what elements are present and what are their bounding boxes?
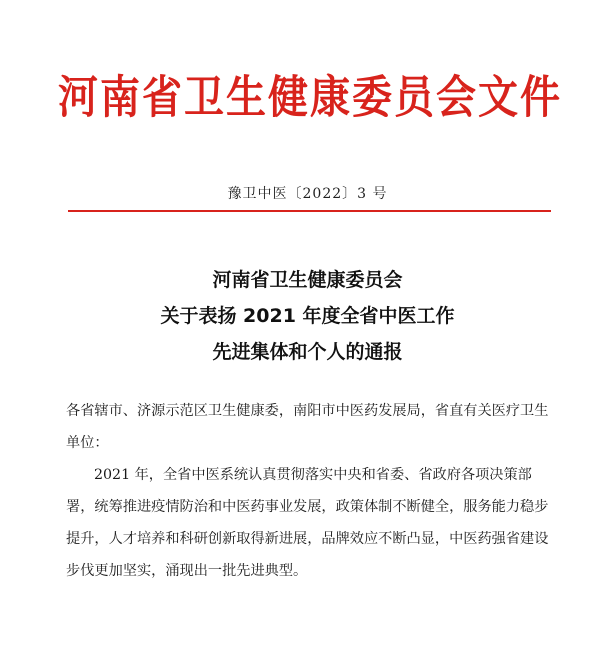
title-line-3: 先进集体和个人的通报 (212, 341, 403, 363)
red-divider-line (68, 210, 551, 212)
notice-title (0, 262, 615, 370)
title-line-1: 河南省卫生健康委员会 (212, 269, 403, 291)
issuer-banner: 河南省卫生健康委员会文件 (58, 72, 562, 124)
body-paragraph: 2021 年，全省中医系统认真贯彻落实中央和省委、省政府各项决策部署，统筹推进疫情防治和中医药事业发展，政策体制不断健全，服务能力稳步提升，人才培养和科研创新取得新进展，品牌效应不断凸显，中医药强省建设步伐更加坚实，涌现出一批先进典型。 (66, 467, 549, 579)
document-number: 豫卫中医〔2022〕3 号 (227, 186, 388, 202)
addressee: 各省辖市、济源示范区卫生健康委，南阳市中医药发展局，省直有关医疗卫生单位： (66, 403, 549, 451)
title-line-2: 关于表扬 2021 年度全省中医工作 (160, 305, 455, 327)
